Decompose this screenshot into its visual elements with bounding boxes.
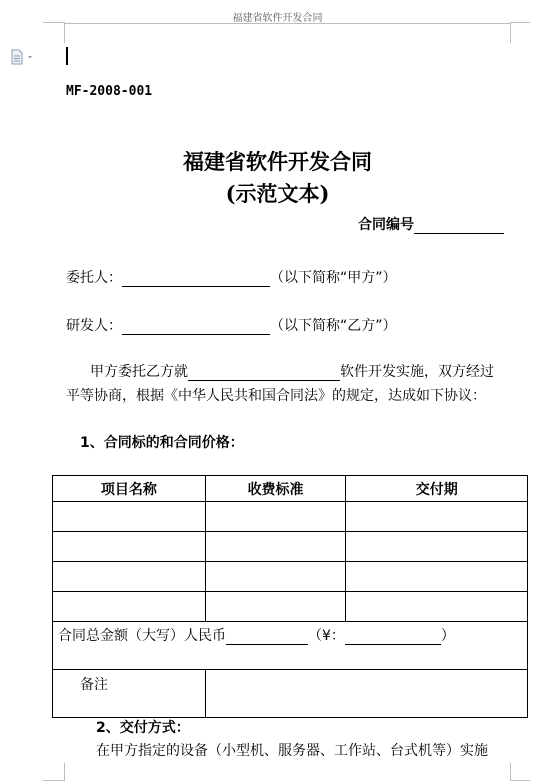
developer-line: [66, 315, 397, 335]
remarks-field[interactable]: [205, 670, 527, 718]
crop-mark-bottom-left: [43, 763, 65, 781]
crop-mark-top-left: [43, 22, 65, 43]
table-cell[interactable]: [53, 562, 206, 592]
total-amount-number-field[interactable]: [345, 630, 441, 645]
client-note: （以下简称“甲方”）: [270, 270, 397, 286]
table-cell[interactable]: [205, 562, 346, 592]
table-row: [53, 562, 528, 592]
col-header-project-name: 项目名称: [53, 476, 206, 502]
developer-note: （以下简称“乙方”）: [270, 318, 397, 334]
page-header-text: 福建省软件开发合同: [232, 13, 323, 24]
contract-number-line: [358, 214, 504, 234]
table-row: [53, 592, 528, 622]
table-cell[interactable]: [346, 532, 528, 562]
remarks-label: 备注: [53, 670, 206, 718]
contract-number-label: 合同编号: [358, 217, 414, 233]
header-divider: [64, 23, 511, 24]
total-amount-row: [53, 622, 528, 670]
developer-name-field[interactable]: [122, 320, 270, 335]
document-subtitle: (示范文本): [225, 181, 330, 206]
table-cell[interactable]: [53, 532, 206, 562]
client-name-field[interactable]: [122, 272, 270, 287]
table-cell[interactable]: [346, 502, 528, 532]
intro-line-2: 平等协商，根据《中华人民共和国合同法》的规定，达成如下协议：: [66, 388, 486, 404]
intro-line-1: [90, 361, 494, 381]
client-label: 委托人：: [66, 270, 122, 286]
table-cell[interactable]: [346, 562, 528, 592]
section-1-title: 1、合同标的和合同价格：: [80, 435, 244, 451]
remarks-row: [53, 670, 528, 718]
table-cell[interactable]: [53, 592, 206, 622]
total-amount-yen-label: （¥：: [308, 628, 345, 644]
total-amount-cell: [53, 622, 528, 670]
crop-mark-top-right: [510, 22, 530, 43]
crop-mark-bottom-right: [510, 763, 530, 781]
table-cell[interactable]: [205, 592, 346, 622]
price-table: [52, 475, 528, 718]
developer-label: 研发人：: [66, 318, 122, 334]
table-row: [53, 502, 528, 532]
total-amount-words-field[interactable]: [226, 630, 308, 645]
table-row: [53, 532, 528, 562]
section-2-title: 2、交付方式：: [96, 720, 190, 736]
total-amount-close: ）: [440, 628, 455, 644]
table-cell[interactable]: [346, 592, 528, 622]
intro-text-1: 甲方委托乙方就: [90, 364, 188, 380]
col-header-fee-standard: 收费标准: [205, 476, 346, 502]
project-name-field[interactable]: [188, 366, 340, 381]
intro-text-2: 软件开发实施，双方经过: [340, 364, 494, 380]
document-icon[interactable]: [10, 49, 32, 63]
client-line: [66, 267, 397, 287]
text-cursor: [66, 47, 68, 65]
table-cell[interactable]: [53, 502, 206, 532]
contract-number-field[interactable]: [414, 219, 504, 234]
table-cell[interactable]: [205, 532, 346, 562]
section-2-text: 在甲方指定的设备（小型机、服务器、工作站、台式机等）实施: [96, 743, 488, 759]
document-number: MF-2008-001: [66, 84, 153, 99]
col-header-delivery-date: 交付期: [346, 476, 528, 502]
table-cell[interactable]: [205, 502, 346, 532]
document-title: 福建省软件开发合同: [183, 149, 372, 174]
total-amount-label: 合同总金额（大写）人民币: [58, 628, 226, 644]
